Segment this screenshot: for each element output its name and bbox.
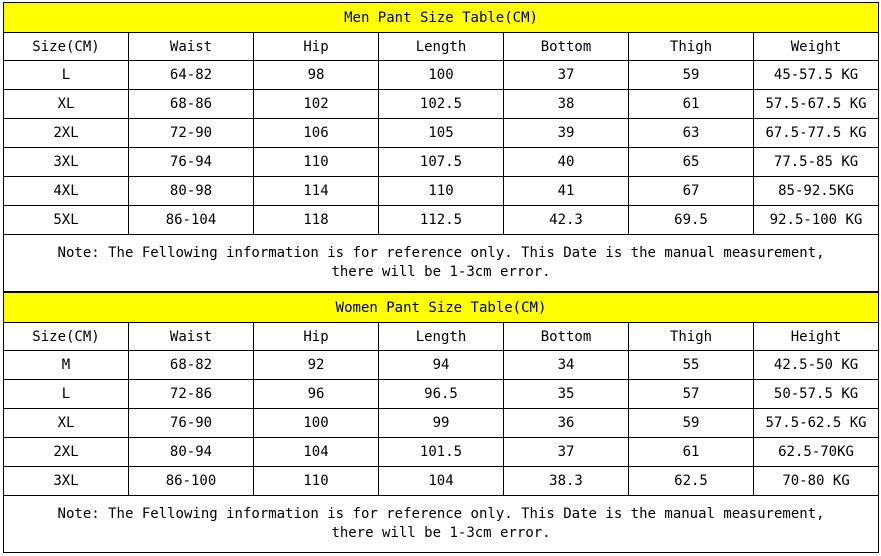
table-cell: 80-94 [129, 438, 254, 467]
column-header: Hip [254, 323, 379, 351]
table-cell: 104 [379, 467, 504, 496]
table-cell: 110 [254, 467, 379, 496]
women-header-row [4, 323, 879, 351]
table-cell: 98 [254, 61, 379, 90]
table-cell: 107.5 [379, 148, 504, 177]
table-cell: 92 [254, 351, 379, 380]
note-line-1: Note: The Fellowing information is for reference only. This Date is the manual measurement, [57, 245, 825, 261]
table-cell: XL [4, 90, 129, 119]
table-cell: 85-92.5KG [754, 177, 879, 206]
table-cell: 114 [254, 177, 379, 206]
table-cell: 59 [629, 61, 754, 90]
table-cell: 70-80 KG [754, 467, 879, 496]
table-cell: 101.5 [379, 438, 504, 467]
women-table-title: Women Pant Size Table(CM) [4, 293, 879, 323]
table-row [4, 438, 879, 467]
table-cell: 2XL [4, 438, 129, 467]
table-row [4, 467, 879, 496]
table-cell: 57.5-67.5 KG [754, 90, 879, 119]
table-cell: 45-57.5 KG [754, 61, 879, 90]
column-header: Size(CM) [4, 33, 129, 61]
column-header: Hip [254, 33, 379, 61]
column-header: Length [379, 33, 504, 61]
note-line-2: there will be 1-3cm error. [331, 264, 551, 280]
men-title-row [4, 3, 879, 33]
women-size-table [3, 292, 879, 553]
table-cell: 42.5-50 KG [754, 351, 879, 380]
column-header: Thigh [629, 33, 754, 61]
table-cell: 34 [504, 351, 629, 380]
table-cell: 67 [629, 177, 754, 206]
table-cell: 61 [629, 90, 754, 119]
table-cell: 63 [629, 119, 754, 148]
table-cell: 40 [504, 148, 629, 177]
table-cell: 112.5 [379, 206, 504, 235]
table-cell: 37 [504, 61, 629, 90]
table-cell: 55 [629, 351, 754, 380]
table-cell: 38.3 [504, 467, 629, 496]
table-cell: 67.5-77.5 KG [754, 119, 879, 148]
table-cell: 3XL [4, 467, 129, 496]
table-cell: 61 [629, 438, 754, 467]
table-cell: 35 [504, 380, 629, 409]
table-cell: 65 [629, 148, 754, 177]
women-note [4, 496, 879, 553]
table-cell: 86-100 [129, 467, 254, 496]
column-header: Waist [129, 323, 254, 351]
table-row [4, 177, 879, 206]
table-row [4, 90, 879, 119]
column-header: Thigh [629, 323, 754, 351]
men-note-row [4, 235, 879, 292]
table-row [4, 409, 879, 438]
table-cell: 104 [254, 438, 379, 467]
table-cell: 100 [254, 409, 379, 438]
table-cell: 76-94 [129, 148, 254, 177]
table-cell: 38 [504, 90, 629, 119]
men-header-row [4, 33, 879, 61]
note-line-1: Note: The Fellowing information is for reference only. This Date is the manual measurement, [57, 506, 825, 522]
table-cell: 68-82 [129, 351, 254, 380]
table-cell: 62.5 [629, 467, 754, 496]
table-cell: 96.5 [379, 380, 504, 409]
table-cell: 42.3 [504, 206, 629, 235]
size-chart [3, 2, 878, 553]
table-cell: 59 [629, 409, 754, 438]
table-cell: 4XL [4, 177, 129, 206]
table-row [4, 61, 879, 90]
table-cell: 57 [629, 380, 754, 409]
table-cell: 39 [504, 119, 629, 148]
table-cell: 57.5-62.5 KG [754, 409, 879, 438]
column-header: Length [379, 323, 504, 351]
table-cell: 105 [379, 119, 504, 148]
women-note-row [4, 496, 879, 553]
table-row [4, 119, 879, 148]
table-cell: 106 [254, 119, 379, 148]
table-cell: XL [4, 409, 129, 438]
table-cell: 99 [379, 409, 504, 438]
table-cell: 102.5 [379, 90, 504, 119]
table-cell: 69.5 [629, 206, 754, 235]
table-row [4, 380, 879, 409]
table-cell: 100 [379, 61, 504, 90]
table-cell: 62.5-70KG [754, 438, 879, 467]
table-cell: L [4, 61, 129, 90]
table-cell: 41 [504, 177, 629, 206]
table-cell: 110 [379, 177, 504, 206]
table-cell: 118 [254, 206, 379, 235]
table-row [4, 148, 879, 177]
table-cell: 110 [254, 148, 379, 177]
table-row [4, 206, 879, 235]
column-header: Waist [129, 33, 254, 61]
table-cell: 92.5-100 KG [754, 206, 879, 235]
women-title-row [4, 293, 879, 323]
table-cell: 77.5-85 KG [754, 148, 879, 177]
table-cell: L [4, 380, 129, 409]
table-cell: 96 [254, 380, 379, 409]
column-header: Weight [754, 33, 879, 61]
table-row [4, 351, 879, 380]
column-header: Bottom [504, 323, 629, 351]
table-cell: 80-98 [129, 177, 254, 206]
table-cell: 5XL [4, 206, 129, 235]
column-header: Bottom [504, 33, 629, 61]
table-cell: 3XL [4, 148, 129, 177]
table-cell: 64-82 [129, 61, 254, 90]
table-cell: 50-57.5 KG [754, 380, 879, 409]
table-cell: 36 [504, 409, 629, 438]
table-cell: 37 [504, 438, 629, 467]
note-line-2: there will be 1-3cm error. [331, 525, 551, 541]
column-header: Height [754, 323, 879, 351]
table-cell: 68-86 [129, 90, 254, 119]
table-cell: 72-90 [129, 119, 254, 148]
men-size-table [3, 2, 879, 292]
table-cell: 72-86 [129, 380, 254, 409]
men-table-title: Men Pant Size Table(CM) [4, 3, 879, 33]
table-cell: 86-104 [129, 206, 254, 235]
table-cell: M [4, 351, 129, 380]
men-note [4, 235, 879, 292]
column-header: Size(CM) [4, 323, 129, 351]
table-cell: 2XL [4, 119, 129, 148]
table-cell: 76-90 [129, 409, 254, 438]
table-cell: 102 [254, 90, 379, 119]
table-cell: 94 [379, 351, 504, 380]
